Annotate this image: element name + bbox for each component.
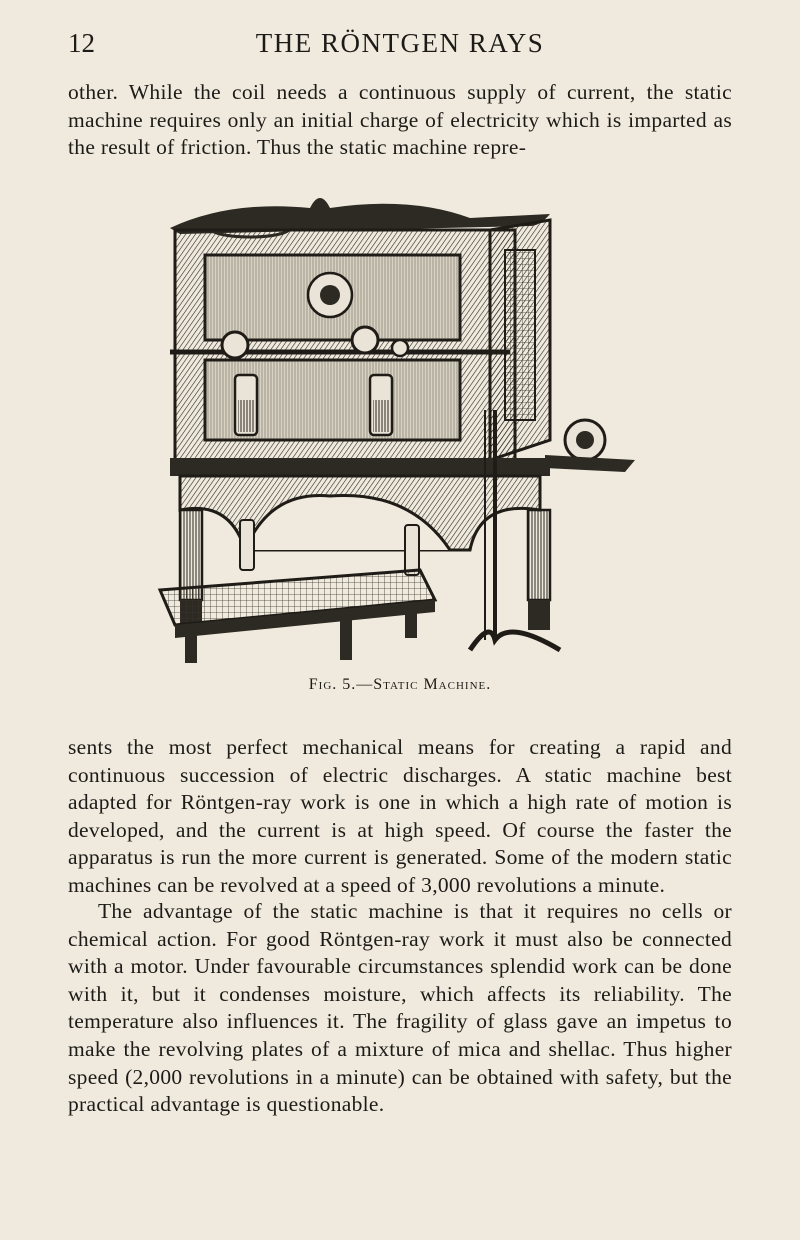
page-number: 12 <box>68 28 95 58</box>
paragraph-2: sents the most perfect mechanical means for creating a rapid and continuous succession of electric discharges. A static machine best adapted for Röntgen-ray work is one in which a high rate of motion is developed, and the current is at high speed. Of course the faster the apparatus is run the more current is generated. Some of the modern static machines can be revolved at a speed of 3,000 revolutions a minute. <box>68 735 732 897</box>
paragraph-1: other. While the coil needs a continuous supply of current, the static machine requires only an initial charge of electricity which is imparted as the result of friction. Thus the static machine repre- <box>68 80 732 160</box>
running-head <box>68 28 732 62</box>
figure-caption: Fig. 5.—Static Machine. <box>308 676 492 693</box>
running-title: THE RÖNTGEN RAYS <box>255 28 545 58</box>
paragraph-3: The advantage of the static machine is that it requires no cells or chemical action. For good Röntgen-ray work it must also be connected with a motor. Under favourable circumstances splendid work can be done with it, but it condenses moisture, which affects its reliability. The temperature also influences it. The fragility of glass gave an impetus to make the revolving plates of a mixture of mica and shellac. Thus higher speed (2,000 revolutions in a minute) can be obtained with safety, but the practical advantage is questionable. <box>68 899 732 1117</box>
static-machine-illustration <box>150 180 650 670</box>
